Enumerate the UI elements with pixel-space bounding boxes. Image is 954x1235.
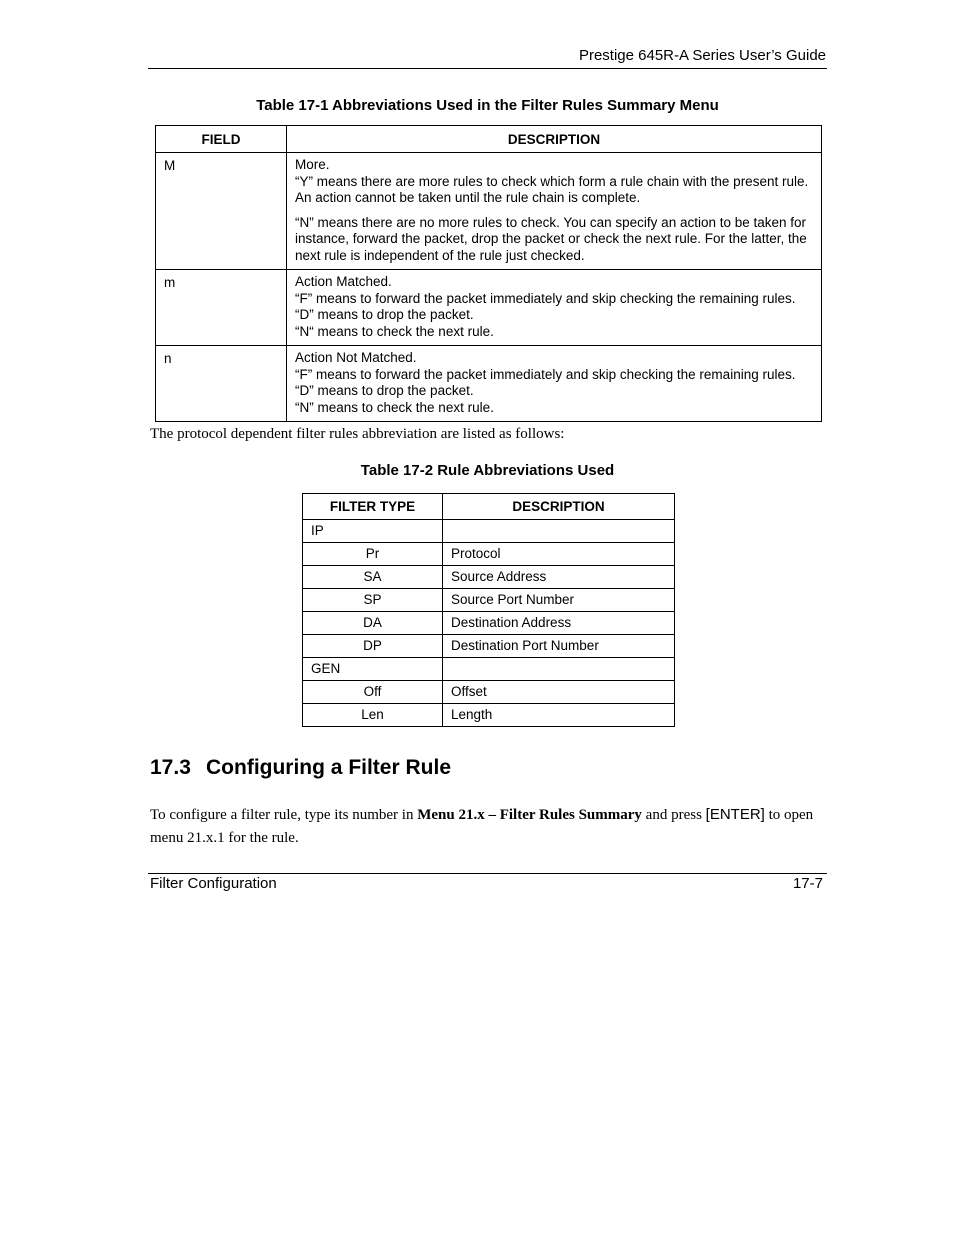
section-paragraph [150,803,830,850]
description-line: “N” means there are no more rules to check. You can specify an action to be taken for instance, forward the packet, drop the packet or check the next rule. For the latter, the next rule is independent of the rule just checked. [295,214,807,263]
description-cell: Length [443,704,675,727]
abbreviations-table [155,125,822,422]
description-cell: Source Address [443,566,675,589]
description-cell: Offset [443,681,675,704]
table-row [303,704,675,727]
column-header-description: DESCRIPTION [443,494,675,520]
rule-abbreviations-table [302,493,675,727]
intro-paragraph: The protocol dependent filter rules abbreviation are listed as follows: [150,426,565,442]
page-header-title: Prestige 645R-A Series User’s Guide [578,47,826,64]
table-header-row [303,494,675,520]
filter-type-cell: SP [303,589,443,612]
section-heading [150,756,451,780]
description-line: More. [295,157,330,172]
column-header-filter-type: FILTER TYPE [303,494,443,520]
table-header-row [156,126,822,153]
filter-type-cell: Off [303,681,443,704]
filter-type-cell: Pr [303,543,443,566]
filter-type-cell: IP [303,520,443,543]
description-cell [443,658,675,681]
key-reference: [ENTER] [705,806,765,823]
description-line: Action Not Matched. [295,350,417,365]
field-cell: M [156,153,287,270]
section-title: Configuring a Filter Rule [206,756,451,779]
table-row [303,612,675,635]
table-row [156,270,822,346]
description-line: “D” means to drop the packet. [295,307,474,322]
description-line: “F” means to forward the packet immediately and skip checking the remaining rules. [295,290,796,306]
table-row [303,566,675,589]
description-line: “N” means to check the next rule. [295,399,494,415]
description-line: Action Matched. [295,274,392,289]
table-2-caption: Table 17-2 Rule Abbreviations Used [360,462,615,479]
header-rule [148,68,827,69]
table-row [303,658,675,681]
filter-type-cell: SA [303,566,443,589]
footer-rule [148,873,827,874]
footer-page-number: 17-7 [792,875,823,892]
filter-type-cell: DA [303,612,443,635]
description-cell [287,153,822,270]
paragraph-text: to open menu 21.x.1 for the rule. [150,807,814,846]
paragraph-text: To configure a filter rule, type its number in [150,807,418,823]
footer-chapter-title: Filter Configuration [150,875,277,892]
paragraph-text: and press [641,807,706,823]
filter-type-cell: DP [303,635,443,658]
description-cell [287,346,822,422]
table-row [156,346,822,422]
section-number: 17.3 [150,756,191,779]
description-cell: Protocol [443,543,675,566]
description-cell: Destination Address [443,612,675,635]
filter-type-cell: GEN [303,658,443,681]
table-row [303,635,675,658]
field-cell: m [156,270,287,346]
description-cell [443,520,675,543]
description-cell: Destination Port Number [443,635,675,658]
column-header-description: DESCRIPTION [287,126,822,153]
table-row [156,153,822,270]
table-row [303,543,675,566]
field-cell: n [156,346,287,422]
description-cell: Source Port Number [443,589,675,612]
column-header-field: FIELD [156,126,287,153]
table-row [303,520,675,543]
description-line: “Y” means there are more rules to check which form a rule chain with the present rule. An action cannot be taken until the rule chain is complete. [295,173,809,205]
table-row [303,681,675,704]
description-line: “D” means to drop the packet. [295,383,474,398]
description-line: “F” means to forward the packet immediately and skip checking the remaining rules. [295,366,796,382]
menu-reference: Menu 21.x – Filter Rules Summary [417,807,642,823]
description-line: “N“ means to check the next rule. [295,323,494,339]
filter-type-cell: Len [303,704,443,727]
description-cell [287,270,822,346]
table-1-caption: Table 17-1 Abbreviations Used in the Filter Rules Summary Menu [256,97,719,114]
table-row [303,589,675,612]
